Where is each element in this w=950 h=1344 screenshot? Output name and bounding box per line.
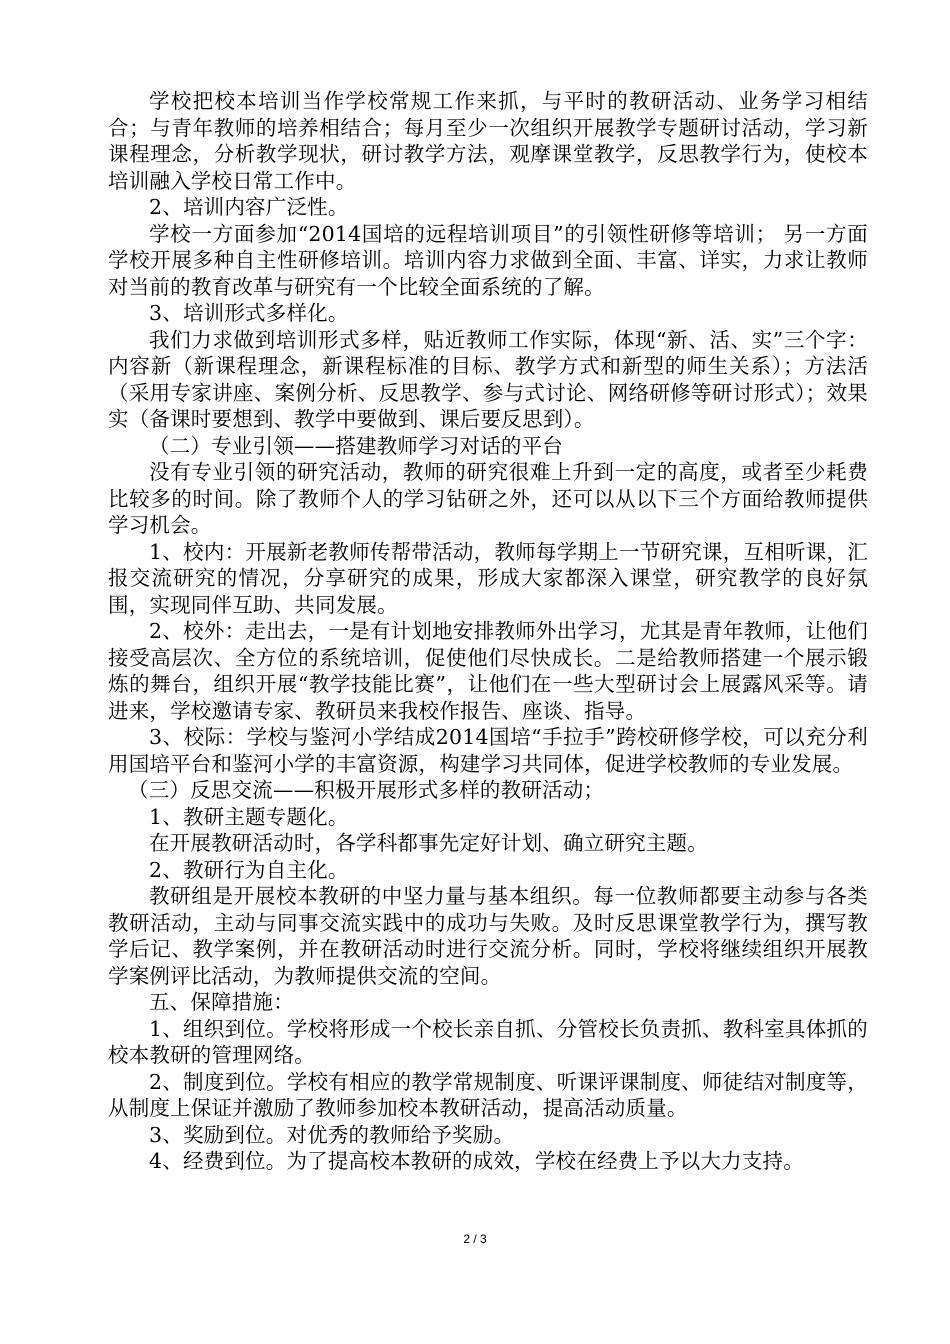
section-heading-reflection-exchange: （三）反思交流——积极开展形式多样的教研活动； <box>128 778 605 802</box>
paragraph-research-autonomy: 教研组是开展校本教研的中坚力量与基本组织。每一位教师都要主动参与各类教研活动，主动与同事交流实践中的成功与失败。及时反思课堂教学行为，撰写教学后记、教学案例，并在教研活动时进行交流分析。同时，学校将继续组织开展教学案例评比活动，为教师提供交流的空间。 <box>108 884 868 988</box>
page-number: 2 / 3 <box>463 1232 487 1246</box>
paragraph-funding: 4、经费到位。为了提高校本教研的成效，学校在经费上予以大力支持。 <box>149 1149 804 1173</box>
paragraph-inter-school: 3、校际：学校与鉴河小学结成2014国培“手拉手”跨校研修学校，可以充分利用国培平台和鉴河小学的丰富资源，构建学习共同体，促进学校教师的专业发展。 <box>108 725 868 776</box>
paragraph-training-content: 学校一方面参加“2014国培的远程培训项目”的引领性研修等培训； 另一方面学校开展多种自主性研修培训。培训内容力求做到全面、丰富、详实，力求让教师对当前的教育改革与研究有一个比较全面系统的了解。 <box>108 221 868 299</box>
paragraph-professional-guidance: 没有专业引领的研究活动，教师的研究很难上升到一定的高度，或者至少耗费比较多的时间。除了教师个人的学习钻研之外，还可以从以下三个方面给教师提供学习机会。 <box>108 460 868 537</box>
paragraph-training-form: 我们力求做到培训形式多样，贴近教师工作实际，体现“新、活、实”三个字：内容新（新课程理念，新课程标准的目标、教学方式和新型的师生关系）；方法活（采用专家讲座、案例分析、反思教学、参与式讨论、网络研修等研讨形式）；效果实（备课时要想到、教学中要做到、课后要反思到）。 <box>108 327 868 431</box>
document-body <box>108 88 868 1175</box>
item-training-form-variety: 3、培训形式多样化。 <box>149 301 349 325</box>
paragraph-in-school: 1、校内：开展新老教师传帮带活动，教师每学期上一节研究课，互相听课，汇报交流研究的情况，分享研究的成果，形成大家都深入课堂，研究教学的良好氛围，实现同伴互助、共同发展。 <box>108 539 868 617</box>
section-heading-safeguards: 五、保障措施： <box>149 990 294 1014</box>
paragraph-reward: 3、奖励到位。对优秀的教师给予奖励。 <box>149 1122 515 1147</box>
item-research-theme: 1、教研主题专题化。 <box>149 804 349 829</box>
paragraph-research-theme: 在开展教研活动时，各学科都事先定好计划、确立研究主题。 <box>149 831 708 855</box>
item-research-autonomy: 2、教研行为自主化。 <box>149 857 349 882</box>
item-training-content-breadth: 2、培训内容广泛性。 <box>149 195 349 219</box>
section-heading-professional-guidance: （二）专业引领——搭建教师学习对话的平台 <box>149 433 563 458</box>
paragraph-organization: 1、组织到位。学校将形成一个校长亲自抓、分管校长负责抓、教科室具体抓的校本教研的管理网络。 <box>108 1016 868 1067</box>
paragraph-out-of-school: 2、校外：走出去，一是有计划地安排教师外出学习，尤其是青年教师，让他们接受高层次、全方位的系统培训，促使他们尽快成长。二是给教师搭建一个展示锻炼的舞台，组织开展“教学技能比赛”，让他们在一些大型研讨会上展露风采等。请进来，学校邀请专家、教研员来我校作报告、座谈、指导。 <box>108 619 868 723</box>
paragraph-system: 2、制度到位。学校有相应的教学常规制度、听课评课制度、师徒结对制度等，从制度上保证并激励了教师参加校本教研活动，提高活动质量。 <box>108 1069 868 1120</box>
paragraph-school-training-routine: 学校把校本培训当作学校常规工作来抓，与平时的教研活动、业务学习相结合；与青年教师的培养相结合；每月至少一次组织开展教学专题研讨活动，学习新课程理念，分析教学现状，研讨教学方法，观摩课堂教学，反思教学行为，使校本培训融入学校日常工作中。 <box>108 89 868 193</box>
